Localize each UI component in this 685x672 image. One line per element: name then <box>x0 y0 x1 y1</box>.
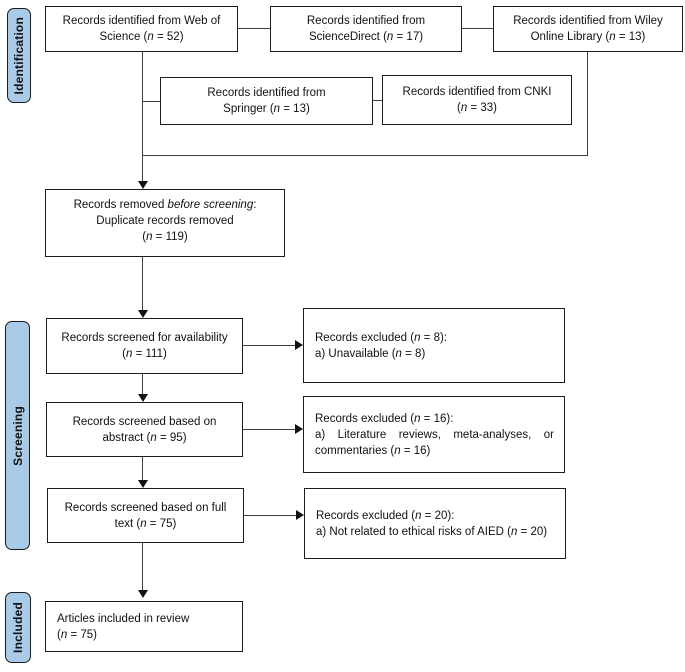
box-records-cnki <box>382 75 572 125</box>
stage-label-included <box>5 592 31 663</box>
box-screened-fulltext <box>47 488 244 543</box>
connector-fulltext-excluded <box>244 515 297 516</box>
box-text-line: Duplicate records removed <box>96 215 234 227</box>
connector-abstract-excluded <box>243 429 296 430</box>
box-text-line: Records identified from <box>306 15 426 27</box>
arrowhead-into-excluded-fulltext <box>296 510 304 520</box>
box-articles-included <box>45 601 243 652</box>
box-text-line: (n = 119) <box>142 231 188 243</box>
box-text-line: Articles included in review <box>57 612 190 625</box>
removed-text-pre: Records removed <box>73 199 168 211</box>
box-records-removed <box>45 189 285 257</box>
box-text-line: ScienceDirect (n = 17) <box>308 31 424 43</box>
box-text-line: Records excluded (n = 16): <box>315 412 454 425</box>
box-text-line: Records screened based on <box>72 415 217 428</box>
box-records-sciencedirect <box>270 6 462 52</box>
stage-label-included-text: Included <box>11 602 25 653</box>
box-text-line: Science (n = 52) <box>99 31 184 43</box>
box-text-line: Records identified from <box>207 87 326 99</box>
box-text-line: Springer (n = 13) <box>223 103 310 115</box>
arrowhead-into-articles <box>138 590 148 598</box>
box-text-line: a) Not related to ethical risks of AIED (n = 20) <box>316 525 548 538</box>
box-text-line: Records identified from CNKI <box>402 86 552 98</box>
connector-sciencedirect-wiley <box>462 28 493 29</box>
box-text-line: Online Library (n = 13) <box>530 31 646 43</box>
connector-wiley-vertical <box>587 52 588 155</box>
box-records-springer <box>160 77 373 125</box>
arrowhead-into-fulltext <box>138 480 148 488</box>
arrowhead-into-removed <box>138 181 148 189</box>
box-text-line: a) Literature reviews, meta-analyses, or commentaries (n = 16) <box>315 428 554 457</box>
box-screened-availability <box>46 318 243 374</box>
box-excluded-abstract <box>303 396 565 473</box>
box-records-web-of-science <box>45 6 238 52</box>
arrowhead-into-excluded-abstract <box>295 424 303 434</box>
box-text-line: text (n = 75) <box>114 517 177 530</box>
box-text-line: Records screened based on full <box>64 501 227 514</box>
connector-availability-excluded <box>243 345 296 346</box>
stage-label-screening <box>5 321 30 550</box>
box-text-line: Records excluded (n = 8): <box>315 331 448 344</box>
box-text-line: Records identified from Wiley <box>513 15 663 27</box>
removed-text-post: : <box>253 199 257 211</box>
box-text-line: (n = 75) <box>57 628 97 641</box>
arrowhead-into-excluded-availability <box>295 340 303 350</box>
box-text-line <box>50 197 280 213</box>
box-text-line: Records screened for availability <box>61 332 228 344</box>
connector-availability-abstract <box>142 374 143 395</box>
connector-springer-cnki <box>373 100 382 101</box>
box-excluded-availability <box>303 308 565 383</box>
box-excluded-fulltext <box>304 488 566 559</box>
box-text-line: (n = 111) <box>122 348 167 360</box>
box-text-line: Records identified from Web of <box>62 15 221 27</box>
box-screened-abstract <box>46 402 243 457</box>
stage-label-identification <box>7 8 31 103</box>
connector-removed-availability <box>142 257 143 311</box>
connector-main-vertical-identification <box>142 52 143 182</box>
box-text-line: Records excluded (n = 20): <box>316 509 455 522</box>
arrowhead-into-availability <box>138 310 148 318</box>
connector-fulltext-articles <box>142 543 143 591</box>
box-text-line: (n = 33) <box>457 102 497 114</box>
connector-wos-sciencedirect <box>238 28 270 29</box>
arrowhead-into-abstract <box>138 394 148 402</box>
stage-label-identification-text: Identification <box>12 16 26 95</box>
box-text-line: abstract (n = 95) <box>102 431 187 444</box>
connector-collector-horizontal <box>142 155 588 156</box>
box-records-wiley <box>493 6 683 52</box>
stage-label-screening-text: Screening <box>10 405 25 466</box>
connector-springer-stub <box>143 101 160 102</box>
box-text-line: a) Unavailable (n = 8) <box>315 347 426 360</box>
connector-abstract-fulltext <box>142 457 143 481</box>
removed-text-italic: before screening <box>167 199 254 211</box>
